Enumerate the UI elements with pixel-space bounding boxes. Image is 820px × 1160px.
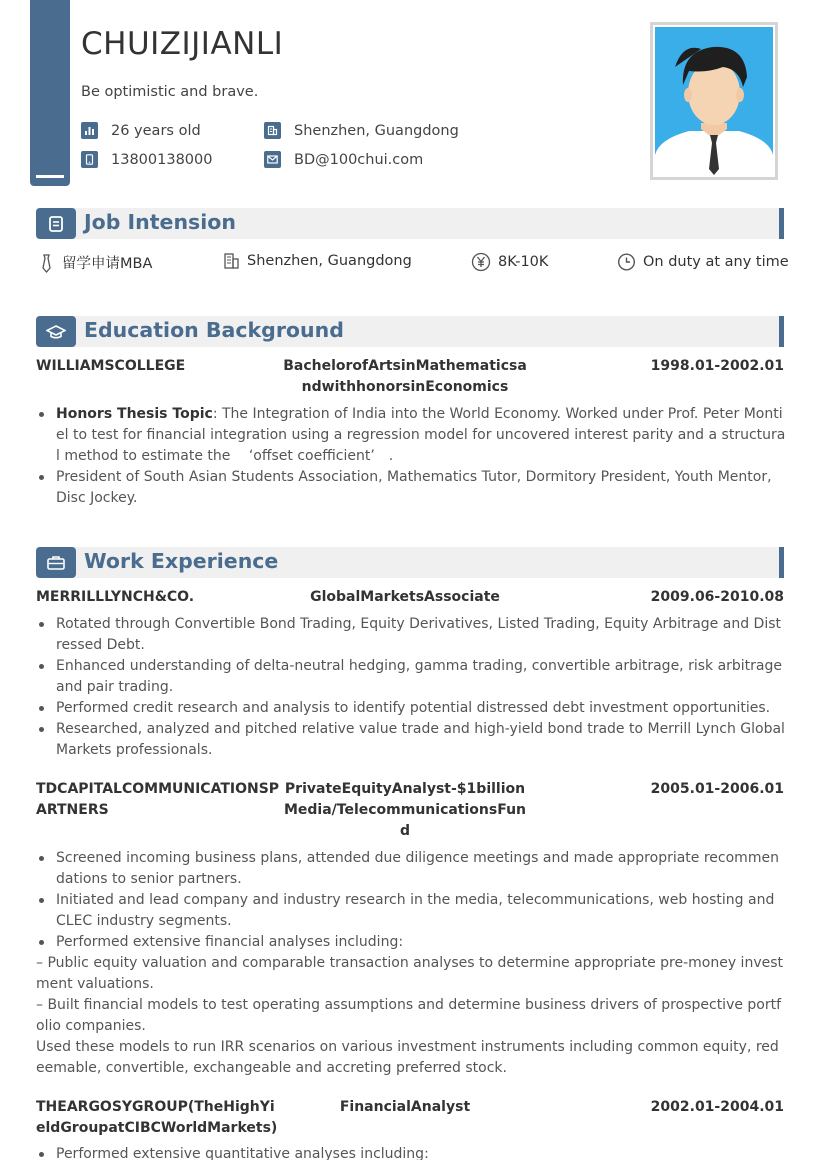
company-name: MERRILLLYNCH&CO.	[36, 589, 195, 605]
section-end-bar	[779, 547, 784, 578]
degree: BachelorofArtsinMathematicsandwithhonorsinEconomics	[283, 358, 527, 395]
list-item	[36, 404, 786, 467]
work-bullets	[36, 848, 786, 1079]
work-date: 2002.01-2004.01	[650, 1099, 784, 1115]
work-bullets	[36, 614, 786, 761]
job-goal-text: 留学申请MBA	[62, 256, 153, 272]
company-name: TDCAPITALCOMMUNICATIONSPARTNERS	[36, 781, 280, 818]
work-date: 2005.01-2006.01	[650, 781, 784, 797]
work-bullets	[36, 1144, 786, 1160]
profile-photo	[650, 22, 778, 180]
phone-text[interactable]: 13800138000	[111, 151, 213, 168]
location-text: Shenzhen, Guangdong	[294, 122, 459, 139]
list-item: Researched, analyzed and pitched relative value trade and high-yield bond trade to Merrill Lynch Global Markets professionals.	[36, 719, 786, 761]
job-city-text: Shenzhen, Guangdong	[247, 253, 412, 269]
clock-icon	[617, 252, 636, 271]
email-text[interactable]: BD@100chui.com	[294, 151, 424, 168]
section-end-bar	[779, 316, 784, 347]
list-item: Performed credit research and analysis to identify potential distressed debt investment opportunities.	[36, 698, 786, 719]
work-header	[36, 547, 784, 578]
phone-icon	[81, 151, 98, 168]
list-item: Screened incoming business plans, attended due diligence meetings and made appropriate recommendations to senior partners.	[36, 848, 786, 890]
candidate-name: CHUIZIJIANLI	[81, 26, 284, 62]
job-goal	[38, 252, 152, 273]
job-city	[223, 252, 412, 270]
work-title: Work Experience	[84, 549, 279, 573]
location-info	[264, 122, 459, 139]
education-bullets	[36, 404, 786, 509]
thesis-text: : The Integration of India into the World Economy. Worked under Prof. Peter Montiel to test for financial integration using a regression model for uncovered interest parity and a structural method to estimate the ‘offset coefficient’ .	[56, 406, 786, 464]
mail-icon	[264, 151, 281, 168]
education-title: Education Background	[84, 318, 344, 342]
age-info	[81, 122, 201, 139]
list-item: Performed extensive quantitative analyses including:	[36, 1144, 786, 1160]
candidate-motto: Be optimistic and brave.	[81, 84, 259, 100]
email-info	[264, 151, 423, 168]
note-line: – Built financial models to test operating assumptions and determine business drivers of prospective portfolio companies.	[36, 997, 782, 1034]
job-title: FinancialAnalyst	[339, 1099, 471, 1115]
note-line: – Public equity valuation and comparable transaction analyses to determine appropriate pre-money investment valuations.	[36, 955, 783, 992]
job-availability	[617, 252, 789, 271]
section-end-bar	[779, 208, 784, 239]
list-item: President of South Asian Students Association, Mathematics Tutor, Dormitory President, Youth Mentor, Disc Jockey.	[36, 467, 786, 509]
header-accent-bar	[30, 0, 70, 186]
thesis-label: Honors Thesis Topic	[56, 406, 213, 422]
list-item: Initiated and lead company and industry research in the media, telecommunications, web hosting and CLEC industry segments.	[36, 890, 786, 932]
note-line: Used these models to run IRR scenarios on various investment instruments including common equity, redeemable, convertible, exchangeable and accreting preferred stock.	[36, 1039, 779, 1076]
job-title: GlobalMarketsAssociate	[310, 589, 500, 605]
bar-chart-icon	[81, 122, 98, 139]
education-header	[36, 316, 784, 347]
building-icon	[223, 252, 240, 270]
graduation-cap-icon	[36, 316, 76, 347]
job-intension-title: Job Intension	[84, 210, 236, 234]
school-name: WILLIAMSCOLLEGE	[36, 358, 186, 374]
age-text: 26 years old	[111, 122, 201, 139]
resume-icon	[36, 208, 76, 239]
education-date: 1998.01-2002.01	[650, 358, 784, 374]
job-salary	[471, 252, 548, 272]
work-date: 2009.06-2010.08	[650, 589, 784, 605]
tie-icon	[38, 253, 55, 273]
accent-dash	[36, 175, 64, 178]
job-title: PrivateEquityAnalyst-$1billionMedia/TelecommunicationsFund	[283, 781, 527, 839]
briefcase-icon	[36, 547, 76, 578]
job-availability-text: On duty at any time	[643, 253, 789, 270]
job-salary-text: 8K-10K	[498, 254, 549, 270]
list-item: Rotated through Convertible Bond Trading, Equity Derivatives, Listed Trading, Equity Arbitrage and Distressed Debt.	[36, 614, 786, 656]
building-icon	[264, 122, 281, 139]
job-intension-header	[36, 208, 784, 239]
list-item: Enhanced understanding of delta-neutral hedging, gamma trading, convertible arbitrage, risk arbitrage and pair trading.	[36, 656, 786, 698]
company-name: THEARGOSYGROUP(TheHighYieldGroupatCIBCWorldMarkets)	[36, 1099, 278, 1136]
yen-icon	[471, 252, 491, 272]
phone-info	[81, 151, 212, 168]
avatar	[655, 27, 773, 175]
list-item: Performed extensive financial analyses including:	[36, 932, 786, 953]
